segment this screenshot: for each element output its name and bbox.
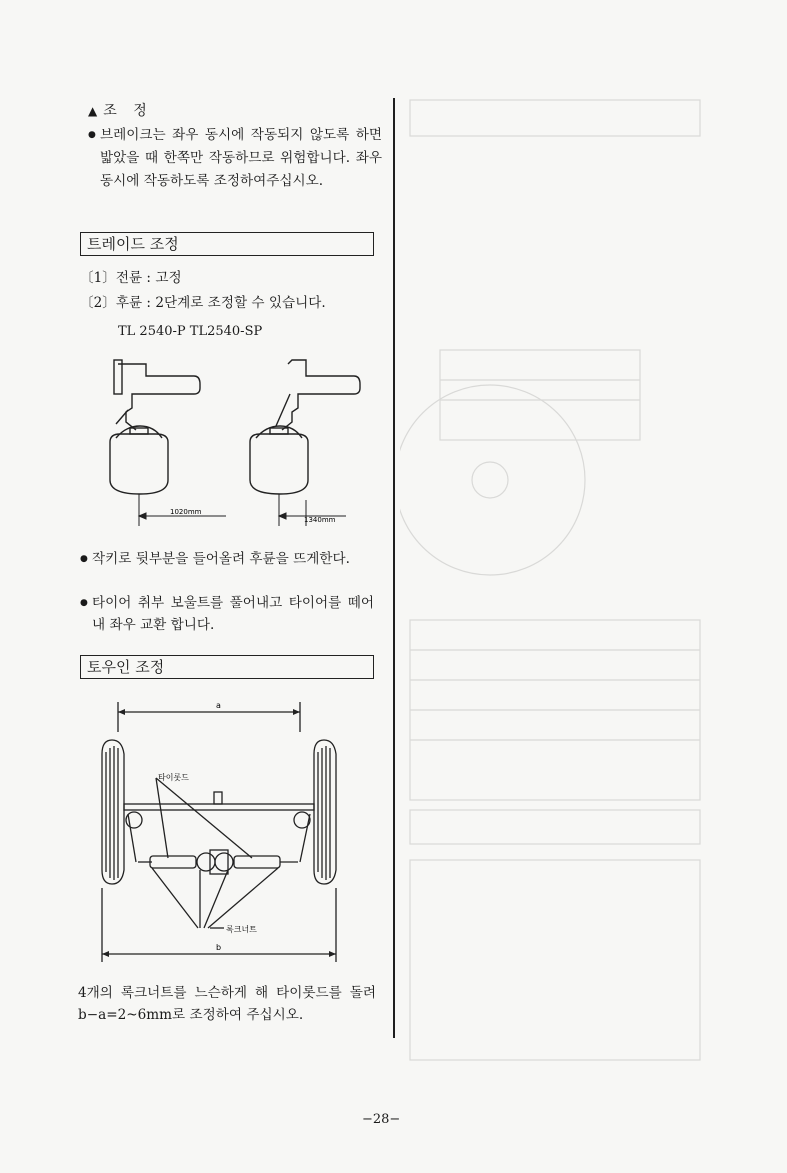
- tread-bullet-1: [80, 548, 374, 570]
- toein-label-b: b: [216, 943, 222, 952]
- tread-bullet-2-text: 타이어 취부 보울트를 풀어내고 타이어를 떼어내 좌우 교환 합니다.: [92, 595, 374, 633]
- toein-paragraph: 4개의 록크너트를 느슨하게 해 타이롯드를 돌려 b−a=2~6mm로 조정하여 주십시오.: [78, 985, 376, 1023]
- toein-diagram: [88, 692, 368, 972]
- note-title: [88, 100, 153, 120]
- note-title-text: 조 정: [103, 103, 153, 119]
- bullet-icon: ●: [80, 598, 88, 608]
- bullet-icon: ●: [80, 554, 88, 564]
- note-text: 브레이크는 좌우 동시에 작동되지 않도록 하면 밟았을 때 한쪽만 작동하므로 위험합니다. 좌우 동시에 작동하도록 조정하여주십시오.: [100, 127, 382, 189]
- bullet-icon: ●: [88, 130, 96, 140]
- tread-heading: 트레이드 조정: [80, 232, 374, 256]
- tread-bullet-1-text: 작키로 뒷부분을 들어올려 후륜을 뜨게한다.: [92, 551, 350, 567]
- bleed-through-illustration: [400, 90, 780, 1090]
- locknut-label: 록크너트: [226, 925, 257, 934]
- page-number: −28−: [362, 1112, 401, 1127]
- model-names: TL 2540-P TL2540-SP: [118, 324, 263, 339]
- tread-item-rear: 〔2〕후륜 : 2단계로 조정할 수 있습니다.: [80, 295, 326, 311]
- tierod-label: 타이롯드: [158, 773, 189, 782]
- note-body: [88, 124, 382, 193]
- dim-label-left: 1020mm: [170, 508, 202, 516]
- triangle-icon: ▲: [88, 104, 98, 118]
- toein-label-a: a: [216, 701, 221, 710]
- tread-item-front: 〔1〕전륜 : 고정: [80, 270, 182, 286]
- column-divider: [393, 98, 395, 1038]
- toein-heading: 토우인 조정: [80, 655, 374, 679]
- tread-bullet-2: [80, 592, 374, 636]
- dim-label-right: 1340mm: [304, 516, 336, 524]
- tread-diagram: [96, 350, 386, 530]
